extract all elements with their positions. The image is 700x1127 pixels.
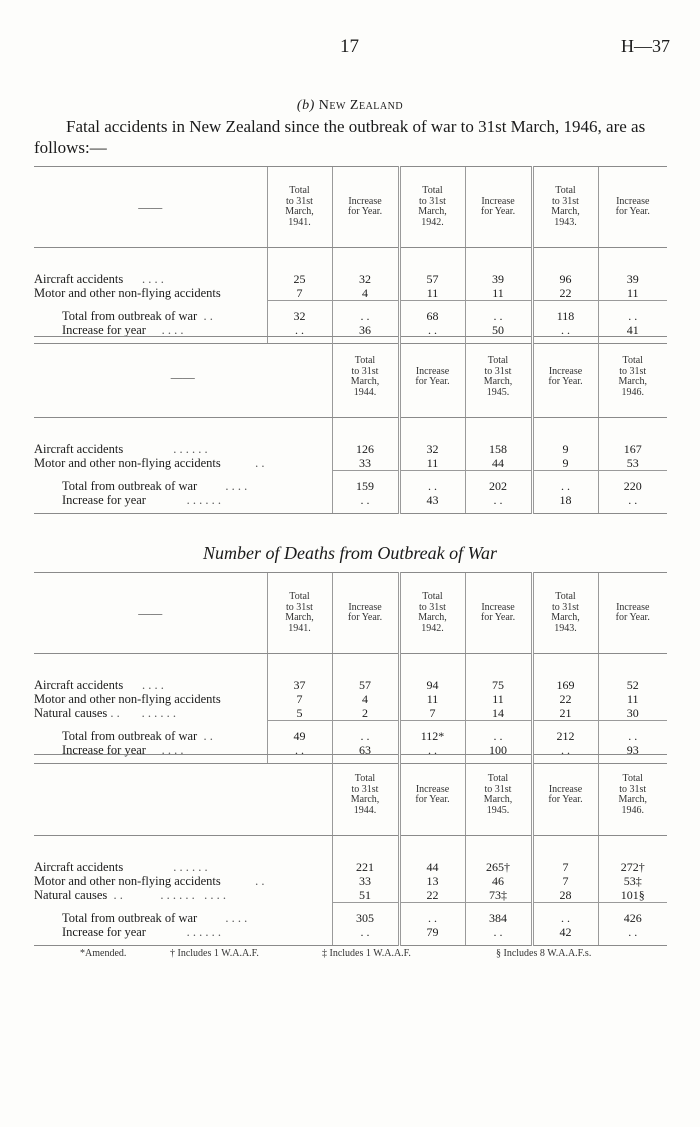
deaths-table-1941-1943 (34, 572, 667, 764)
col-header-increase: Increase for Year. (399, 755, 465, 836)
footnote-double-dagger: ‡ Includes 1 W.A.A.F. (322, 948, 411, 959)
col-header-total-1945: Total to 31st March, 1945. (465, 755, 532, 836)
stub-header (34, 755, 332, 836)
deaths-subtitle: Number of Deaths from Outbreak of War (203, 543, 497, 563)
col-header-increase: Increase for Year. (532, 337, 598, 418)
table-row-total: Total from outbreak of war . . 32 . . 68 . . 118 . . (34, 309, 667, 323)
col-header-total-1942: Total to 31st March, 1942. (399, 573, 465, 654)
col-header-increase: Increase for Year. (465, 167, 532, 248)
col-header-increase: Increase for Year. (598, 573, 667, 654)
col-header-total-1945: Total to 31st March, 1945. (465, 337, 532, 418)
col-header-total-1946: Total to 31st March, 1946. (598, 337, 667, 418)
col-header-total-1943: Total to 31st March, 1943. (532, 573, 598, 654)
col-header-increase: Increase for Year. (332, 573, 399, 654)
table-row-increase: Increase for year . . . . . . 63 . . 100 . . 93 (34, 743, 667, 764)
table-row-increase: Increase for year . . . . . . 36 . . 50 . . 41 (34, 323, 667, 344)
col-header-increase: Increase for Year. (532, 755, 598, 836)
col-header-total-1944: Total to 31st March, 1944. (332, 337, 399, 418)
table-row-increase: Increase for year . . . . . . . . 43 . . 18 . . (34, 493, 667, 514)
accidents-table-1944-1946 (34, 336, 667, 514)
intro-paragraph: Fatal accidents in New Zealand since the outbreak of war to 31st March, 1946, are as follows:— (34, 117, 646, 157)
col-header-increase: Increase for Year. (598, 167, 667, 248)
col-header-total-1944: Total to 31st March, 1944. (332, 755, 399, 836)
document-reference: H—37 (621, 36, 670, 56)
col-header-total-1941: Total to 31st March, 1941. (267, 167, 332, 248)
table-row-motor: Motor and other non-flying accidents . . 33 13 46 7 53‡ (34, 874, 667, 888)
table-row-natural: Natural causes . . . . . . . . . . . . 51 22 73‡ 28 101§ (34, 888, 667, 903)
stub-header: —— (34, 573, 267, 654)
col-header-increase: Increase for Year. (332, 167, 399, 248)
col-header-increase: Increase for Year. (465, 573, 532, 654)
col-header-total-1942: Total to 31st March, 1942. (399, 167, 465, 248)
table-row-aircraft: Aircraft accidents . . . . 37 57 94 75 169 52 (34, 678, 667, 692)
table-row-aircraft: Aircraft accidents . . . . 25 32 57 39 96 39 (34, 272, 667, 286)
accidents-table-1941-1943 (34, 166, 667, 344)
table-row-total: Total from outbreak of war . . 49 . . 112* . . 212 . . (34, 729, 667, 743)
section-heading (0, 98, 700, 114)
table-row-total: Total from outbreak of war . . . . 159 . . 202 . . 220 (34, 479, 667, 493)
table-row-motor: Motor and other non-flying accidents 7 4 11 11 22 11 (34, 286, 667, 301)
footnote-section-mark: § Includes 8 W.A.A.F.s. (496, 948, 592, 959)
table-row-motor: Motor and other non-flying accidents . . 33 11 44 9 53 (34, 456, 667, 471)
footnote-dagger: † Includes 1 W.A.A.F. (170, 948, 259, 959)
col-header-total-1943: Total to 31st March, 1943. (532, 167, 598, 248)
footnote-amended: *Amended. (80, 948, 127, 959)
table-row-total: Total from outbreak of war . . . . 305 . . 384 . . 426 (34, 911, 667, 925)
table-row-motor: Motor and other non-flying accidents 7 4 11 11 22 11 (34, 692, 667, 706)
col-header-increase: Increase for Year. (399, 337, 465, 418)
col-header-total-1941: Total to 31st March, 1941. (267, 573, 332, 654)
stub-header: —— (34, 337, 332, 418)
section-letter: (b) (296, 98, 315, 113)
table-row-natural: Natural causes . . . . . . . . 5 2 7 14 21 30 (34, 706, 667, 721)
table-row-aircraft: Aircraft accidents . . . . . . 221 44 265† 7 272† (34, 860, 667, 874)
stub-header: —— (34, 167, 267, 248)
table-row-aircraft: Aircraft accidents . . . . . . 126 32 158 9 167 (34, 442, 667, 456)
deaths-table-1944-1946 (34, 754, 667, 946)
page-number: 17 (340, 36, 359, 57)
section-title: New Zealand (318, 98, 404, 113)
col-header-total-1946: Total to 31st March, 1946. (598, 755, 667, 836)
table-row-increase: Increase for year . . . . . . . . 79 . . 42 . . (34, 925, 667, 946)
